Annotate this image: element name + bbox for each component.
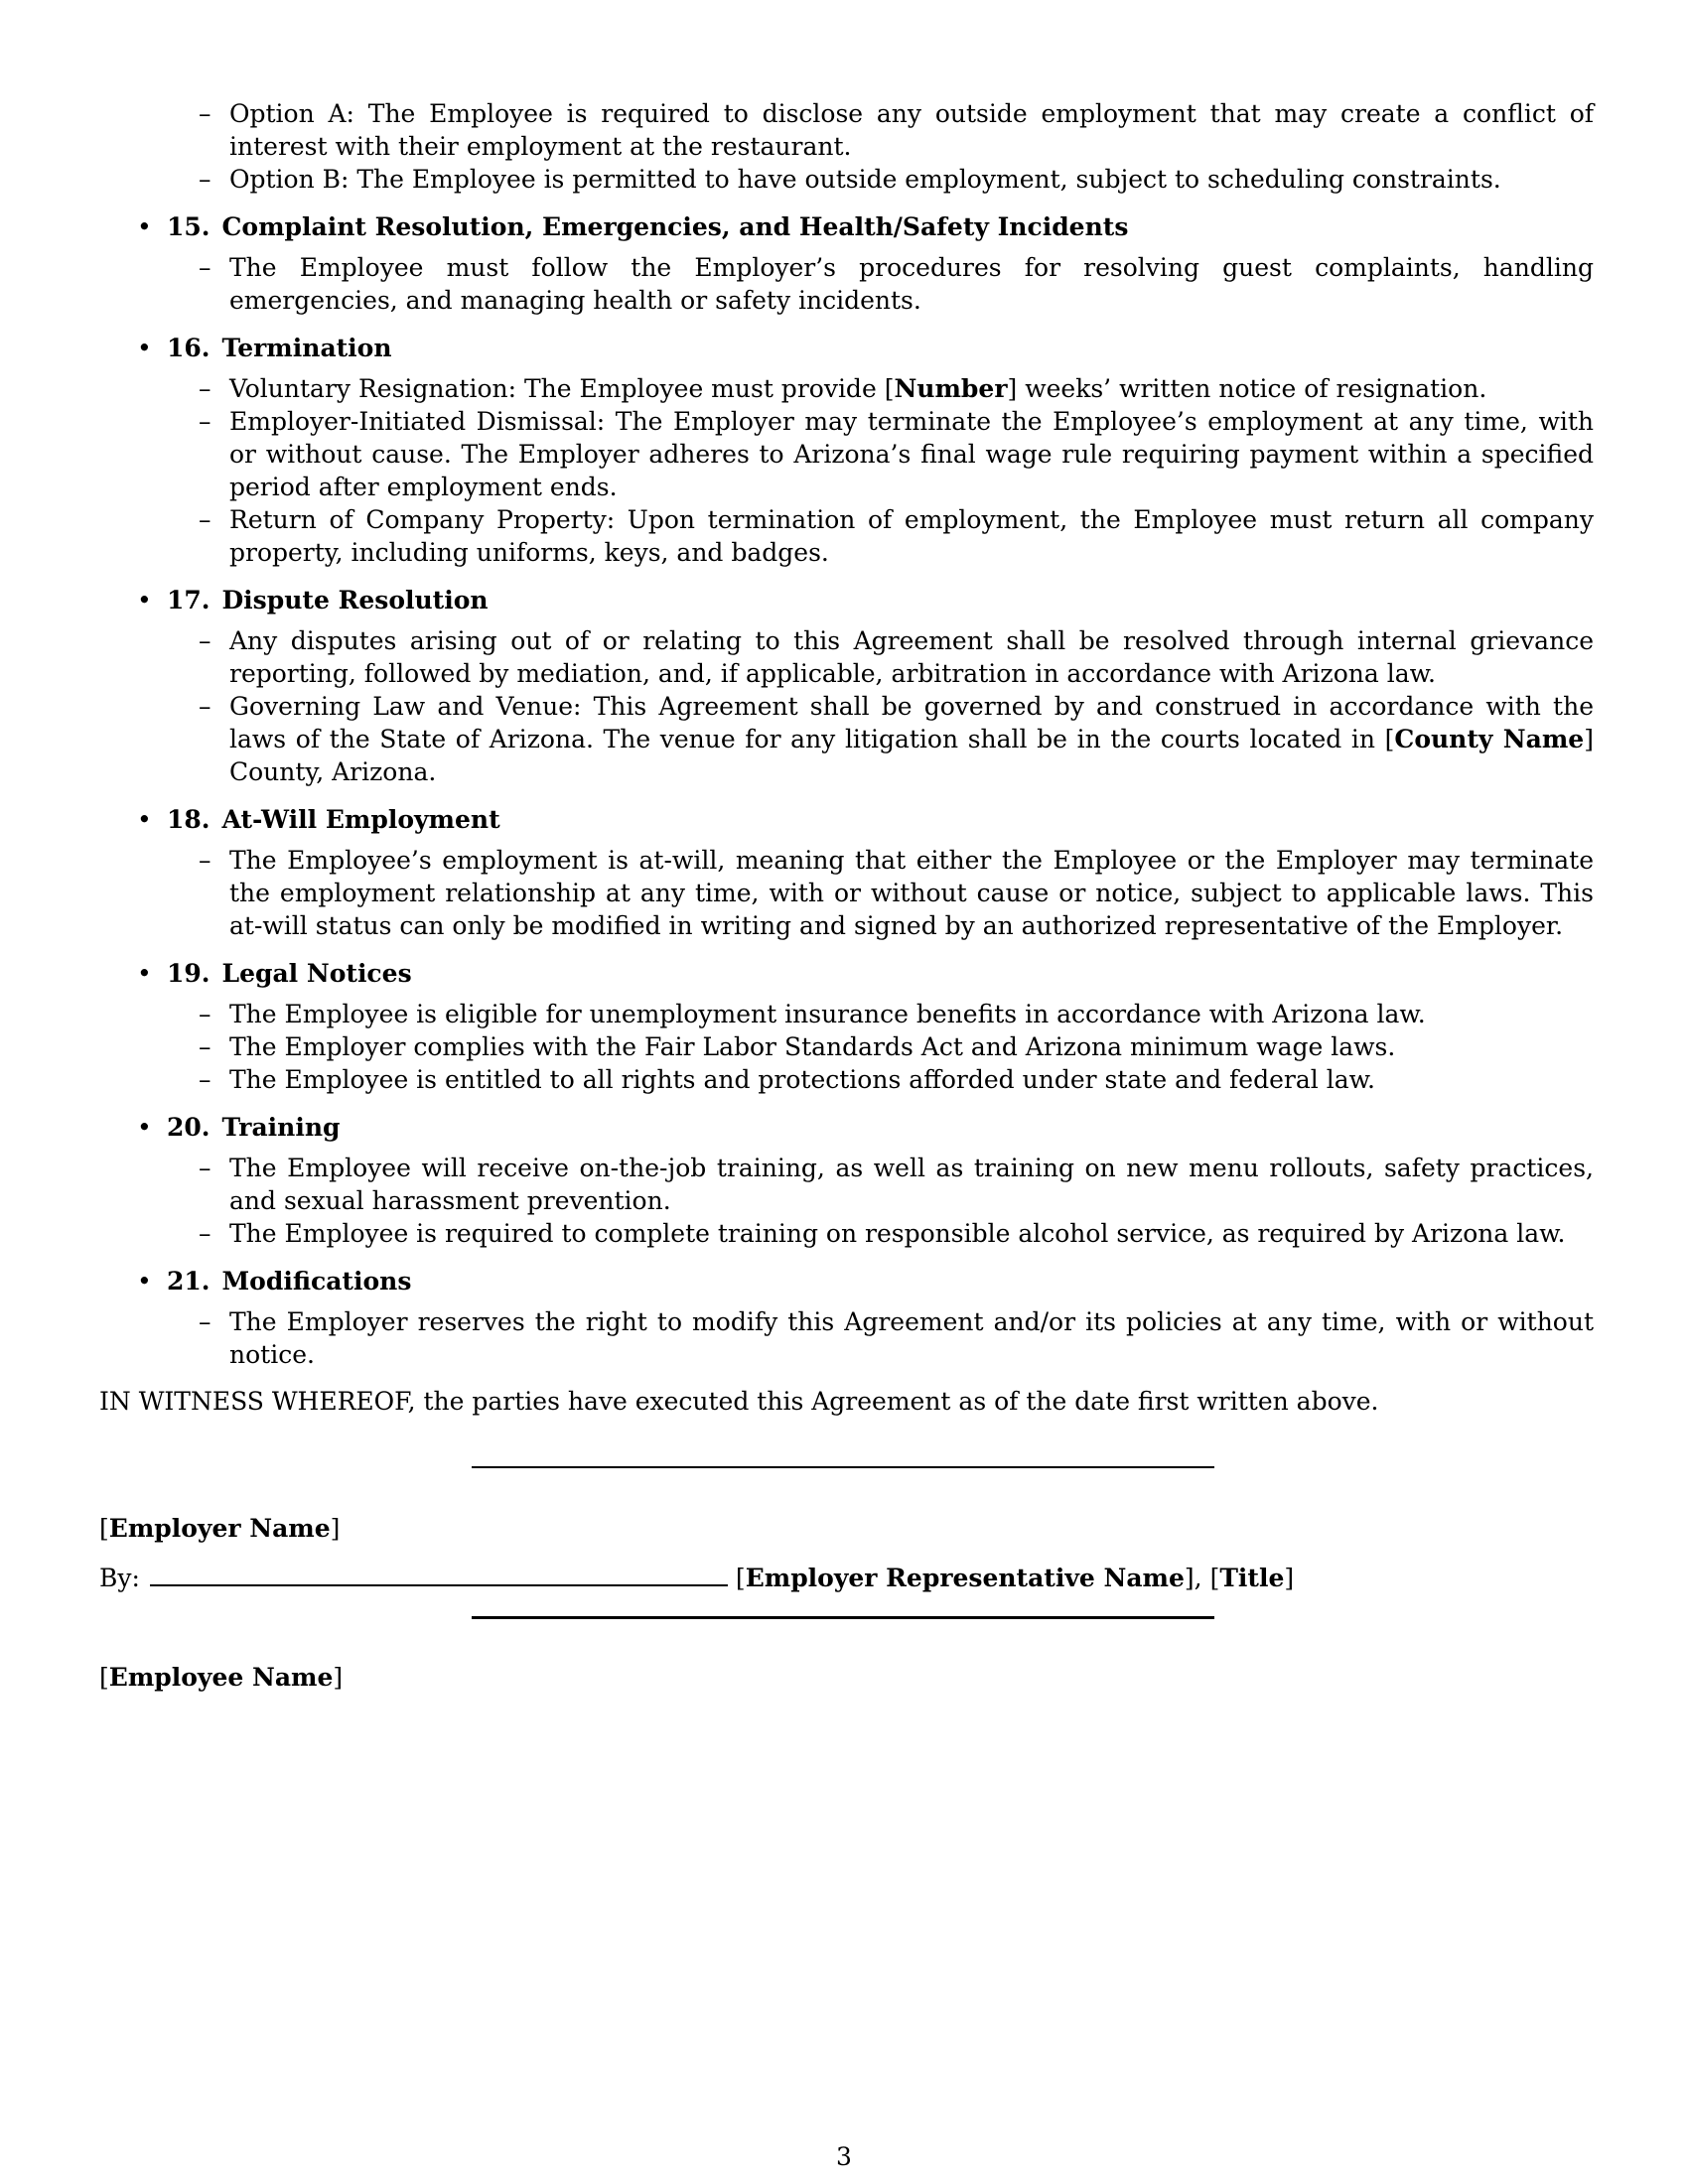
sub-item: – The Employee will receive on-the-job training, as well as training on new menu rollouts, safety practices, and sexual harassment prevention. bbox=[199, 1152, 1594, 1217]
sub-item: – Option A: The Employee is required to disclose any outside employment that may create a conflict of interest with their employment at the restaurant. bbox=[199, 97, 1594, 163]
section-title: Dispute Resolution bbox=[221, 586, 489, 614]
text-run: County, Arizona. bbox=[229, 757, 437, 786]
section-heading bbox=[99, 803, 1594, 836]
text-run: Voluntary Resignation: The Employee must provide bbox=[229, 374, 885, 403]
text-run: Governing Law and Venue: This Agreement shall be governed by and construed in accordance with the laws of the State of Arizona. The venue for any litigation shall be in the courts located in bbox=[229, 692, 1594, 753]
section-heading bbox=[99, 1111, 1594, 1144]
employer-name-placeholder: [Employer Name] bbox=[99, 1514, 341, 1543]
employer-signature-line bbox=[472, 1466, 1214, 1468]
signature-block bbox=[99, 1442, 1594, 1740]
sub-item: – The Employee must follow the Employer’s procedures for resolving guest complaints, handling emergencies, and managing health or safety incidents. bbox=[199, 251, 1594, 317]
section-number: 16. bbox=[167, 334, 211, 362]
employee-signature-line bbox=[472, 1616, 1214, 1619]
placeholder-number: Number bbox=[894, 374, 1008, 403]
section-20 bbox=[99, 1111, 1594, 1250]
section-title: Termination bbox=[221, 334, 392, 362]
section-heading bbox=[99, 584, 1594, 616]
employee-name-placeholder: [Employee Name] bbox=[99, 1663, 344, 1692]
section-16 bbox=[99, 332, 1594, 569]
section-heading bbox=[99, 210, 1594, 243]
by-signature-blank bbox=[150, 1565, 728, 1586]
section-number: 15. bbox=[167, 212, 211, 241]
title-placeholder: Title bbox=[1219, 1564, 1285, 1592]
sub-list bbox=[199, 1152, 1594, 1250]
section-19 bbox=[99, 957, 1594, 1096]
section-title: Complaint Resolution, Emergencies, and Health/Safety Incidents bbox=[221, 212, 1129, 241]
section-number: 19. bbox=[167, 959, 211, 988]
sub-item: – The Employee’s employment is at-will, meaning that either the Employee or the Employer may terminate the employment relationship at any time, with or without cause or notice, subject to applicable laws. This at-will status can only be modified in writing and signed by an authorized representative of the Employer. bbox=[199, 844, 1594, 942]
sub-list bbox=[199, 251, 1594, 317]
sub-list bbox=[199, 844, 1594, 942]
sub-item: – Return of Company Property: Upon termination of employment, the Employee must return all company property, including uniforms, keys, and badges. bbox=[199, 503, 1594, 569]
section-title: Legal Notices bbox=[221, 959, 412, 988]
section-number: 21. bbox=[167, 1267, 211, 1296]
section-title: At-Will Employment bbox=[221, 805, 500, 834]
sub-item: – The Employee is required to complete training on responsible alcohol service, as required by Arizona law. bbox=[199, 1217, 1594, 1250]
section-title: Modifications bbox=[221, 1267, 412, 1296]
section-21 bbox=[99, 1265, 1594, 1371]
sub-item: – Voluntary Resignation: The Employee must provide [Number] weeks’ written notice of resignation. bbox=[199, 372, 1594, 405]
by-label: By: bbox=[99, 1564, 140, 1592]
document-body bbox=[99, 97, 1594, 1740]
sub-item: – Any disputes arising out of or relating to this Agreement shall be resolved through internal grievance reporting, followed by mediation, and, if applicable, arbitration in accordance with Arizona law. bbox=[199, 624, 1594, 690]
section-17 bbox=[99, 584, 1594, 788]
section-heading bbox=[99, 1265, 1594, 1297]
section-number: 17. bbox=[167, 586, 211, 614]
text-run: weeks’ written notice of resignation. bbox=[1017, 374, 1487, 403]
sub-list bbox=[199, 1305, 1594, 1371]
sub-item: – Employer-Initiated Dismissal: The Employer may terminate the Employee’s employment at any time, with or without cause. The Employer adheres to Arizona’s final wage rule requiring payment within a specified period after employment ends. bbox=[199, 405, 1594, 503]
section-number: 20. bbox=[167, 1113, 211, 1142]
continued-sub-list bbox=[199, 97, 1594, 196]
section-number: 18. bbox=[167, 805, 211, 834]
by-row: By: [Employer Representative Name], [Title] bbox=[99, 1564, 1295, 1592]
placeholder-county-name: County Name bbox=[1394, 725, 1585, 753]
name-title-separator: , bbox=[1194, 1564, 1210, 1592]
sub-item: – The Employer complies with the Fair Labor Standards Act and Arizona minimum wage laws. bbox=[199, 1030, 1594, 1063]
section-heading bbox=[99, 957, 1594, 990]
sub-list bbox=[199, 372, 1594, 569]
sub-item: – Governing Law and Venue: This Agreement shall be governed by and construed in accordance with the laws of the State of Arizona. The venue for any litigation shall be in the courts located in [County Name] County, Arizona. bbox=[199, 690, 1594, 788]
sub-item: – The Employee is eligible for unemployment insurance benefits in accordance with Arizona law. bbox=[199, 998, 1594, 1030]
sub-item: – The Employee is entitled to all rights and protections afforded under state and federal law. bbox=[199, 1063, 1594, 1096]
section-15 bbox=[99, 210, 1594, 317]
sub-item: – Option B: The Employee is permitted to have outside employment, subject to scheduling constraints. bbox=[199, 163, 1594, 196]
sub-list bbox=[199, 624, 1594, 788]
section-18 bbox=[99, 803, 1594, 942]
sub-item: – The Employer reserves the right to modify this Agreement and/or its policies at any time, with or without notice. bbox=[199, 1305, 1594, 1371]
sections-list bbox=[99, 210, 1594, 1371]
page-number: 3 bbox=[836, 2142, 852, 2171]
section-heading bbox=[99, 332, 1594, 364]
section-title: Training bbox=[221, 1113, 341, 1142]
representative-name-placeholder: Employer Representative Name bbox=[745, 1564, 1185, 1592]
sub-list bbox=[199, 998, 1594, 1096]
witness-statement: IN WITNESS WHEREOF, the parties have executed this Agreement as of the date first written above. bbox=[99, 1387, 1379, 1416]
